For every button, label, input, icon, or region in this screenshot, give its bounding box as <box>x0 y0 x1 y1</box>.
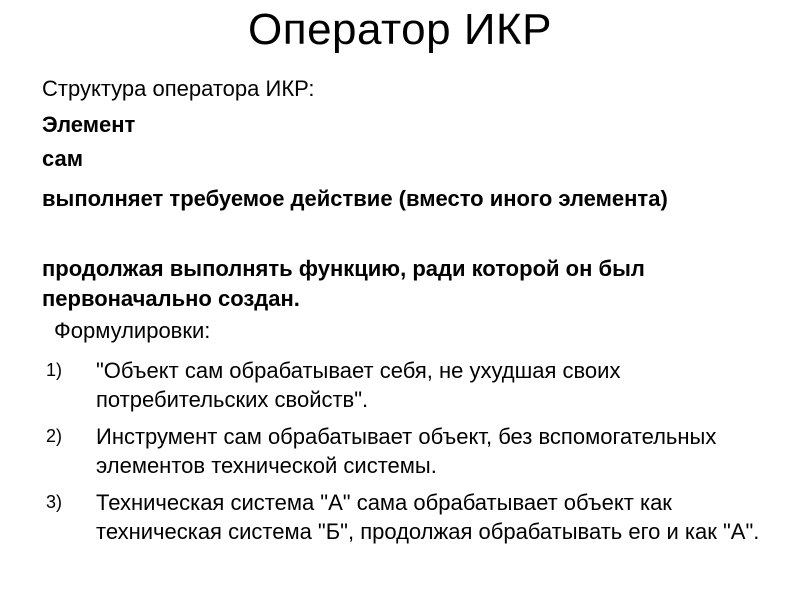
ikr-element-line: Элемент <box>42 112 136 137</box>
ikr-self-line: сам <box>42 146 84 171</box>
ikr-action-line: выполняет требуемое действие (вместо иного элемента) <box>42 186 668 211</box>
list-item <box>42 356 762 414</box>
list-item-number: 1) <box>46 360 63 380</box>
formulations-list <box>42 356 762 554</box>
slide-title: Оператор ИКР <box>248 5 552 54</box>
list-item-text: Инструмент сам обрабатывает объект, без вспомогательных элементов технической системы. <box>96 424 717 478</box>
intro-text: Структура оператора ИКР: <box>42 76 315 101</box>
list-item-text: Техническая система "А" сама обрабатывает объект как техническая система "Б", продолжая обрабатывать его и как "А". <box>96 490 760 544</box>
list-item-text: "Объект сам обрабатывает себя, не ухудшая своих потребительских свойств". <box>96 358 621 412</box>
list-item <box>42 488 762 546</box>
list-item-number: 2) <box>46 426 63 446</box>
list-item <box>42 422 762 480</box>
list-item-number: 3) <box>46 492 63 512</box>
formulations-label: Формулировки: <box>54 318 211 343</box>
ikr-function-line: продолжая выполнять функцию, ради которой он был первоначально создан. <box>42 256 645 311</box>
